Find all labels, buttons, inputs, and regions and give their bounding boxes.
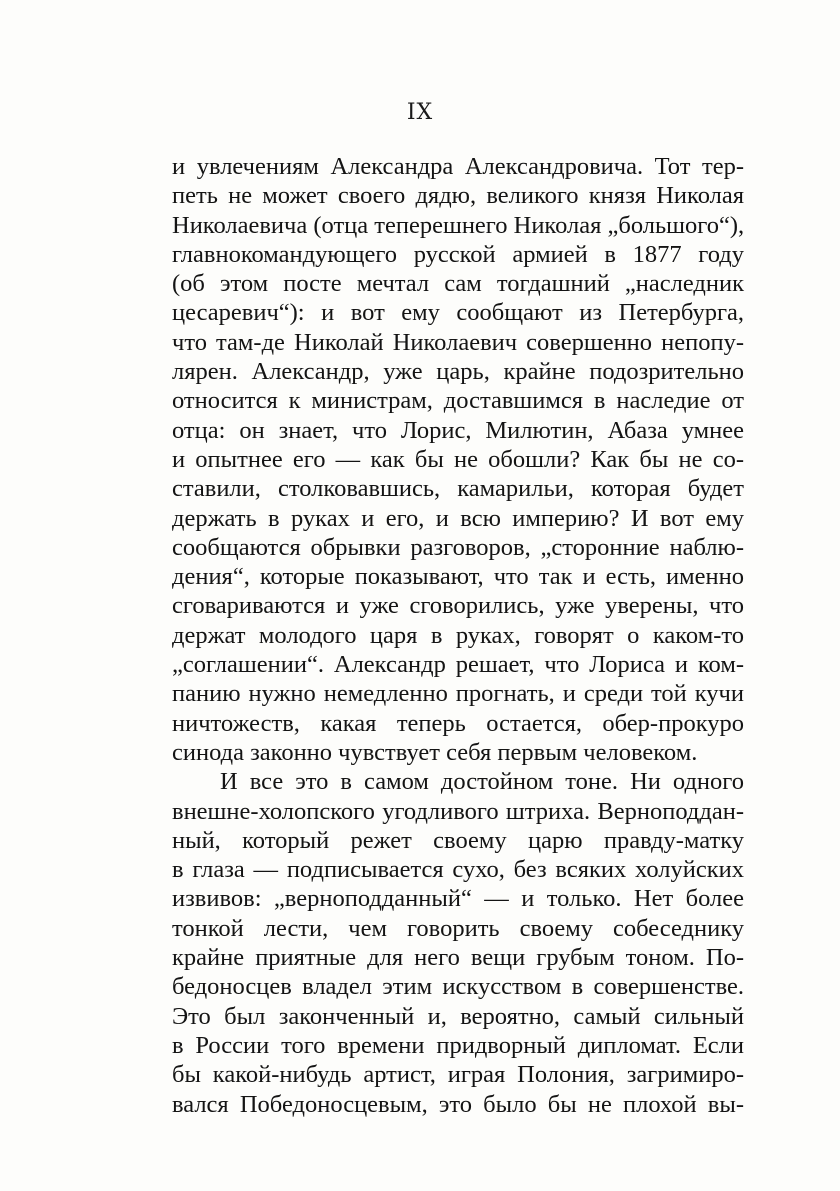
text-line: и опытнее его — как бы не обошли? Как бы не со- [172,445,744,473]
text-line: И все это в самом достойном тоне. Ни одного [220,768,744,796]
text-line: Это был законченный и, вероятно, самый сильный [172,1002,744,1030]
text-line: цесаревич“): и вот ему сообщают из Петербурга, [172,299,744,327]
text-line: Николаевича (отца теперешнего Николая „большого“), [172,211,745,239]
text-line: бы какой-нибудь артист, играя Полония, загримиро- [172,1061,744,1089]
text-line: сообщаются обрывки разговоров, „сторонние наблю- [172,533,744,561]
text-line: отца: он знает, что Лорис, Милютин, Абаза умнее [172,416,744,444]
text-line: ный, который режет своему царю правду-матку [172,826,744,854]
body-text [172,152,744,1119]
text-line: извивов: „верноподданный“ — и только. Нет более [172,885,744,913]
text-line: и увлечениям Александра Александровича. Тот тер- [172,153,744,180]
text-line: тонкой лести, чем говорить своему собеседнику [172,914,744,942]
text-line: в глаза — подписывается сухо, без всяких холуйских [172,856,744,884]
text-line: вался Победоносцевым, это было бы не плохой вы- [172,1090,744,1118]
text-line: „соглашении“. Александр решает, что Лориса и ком- [172,651,744,679]
text-line: держать в руках и его, и всю империю? И вот ему [172,504,744,532]
text-line: внешне-холопского угодливого штриха. Верноподдан- [172,797,744,825]
text-line: синода законно чувствует себя первым человеком. [172,738,698,766]
text-line: панию нужно немедленно прогнать, и среди той кучи [172,680,744,708]
text-line: дения“, которые показывают, что так и есть, именно [172,563,744,591]
text-line: относится к министрам, доставшимся в наследие от [172,387,744,415]
text-line: держат молодого царя в руках, говорят о каком-то [172,621,744,649]
text-line: ничтожеств, какая теперь остается, обер-прокуро [172,709,744,737]
text-line: в России того времени придворный дипломат. Если [172,1031,744,1059]
text-line: бедоносцев владел этим искусством в совершенстве. [172,973,744,1001]
text-line: главнокомандующего русской армией в 1877 году [172,240,744,268]
text-line: ставили, столковавшись, камарильи, которая будет [172,475,744,503]
text-line: что там-де Николай Николаевич совершенно непопу- [172,328,744,356]
page-number: IX [406,100,434,125]
text-line: петь не может своего дядю, великого князя Николая [172,182,744,210]
text-line: лярен. Александр, уже царь, крайне подозрительно [172,358,744,386]
text-line: сговариваются и уже сговорились, уже уверены, что [172,592,744,620]
text-line: (об этом посте мечтал сам тогдашний „наследник [172,270,744,298]
text-line: крайне приятные для него вещи грубым тоном. По- [172,944,744,972]
